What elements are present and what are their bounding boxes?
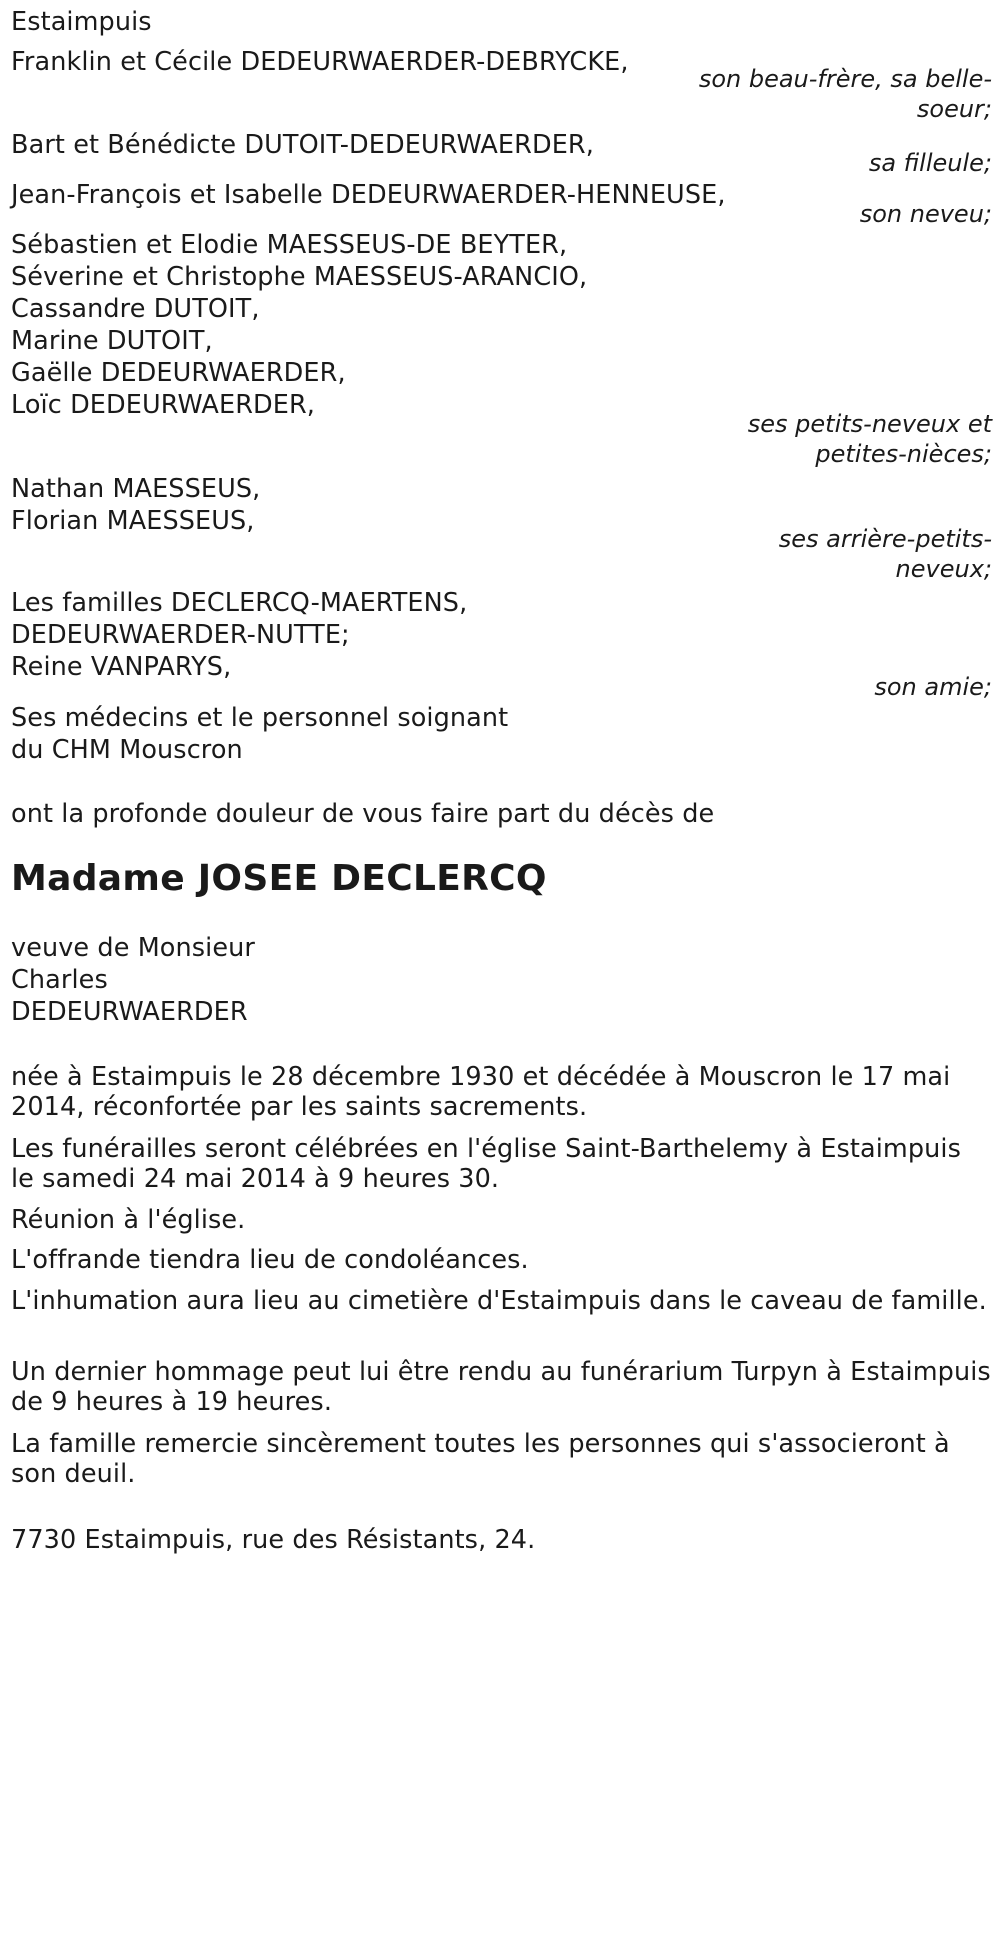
detail-paragraph: La famille remercie sincèrement toutes les personnes qui s'associeront à son deuil. <box>11 1429 950 1489</box>
family-line: Cassandre DUTOIT, <box>11 294 260 324</box>
family-line: Loïc DEDEURWAERDER, <box>11 390 315 420</box>
spouse-line: DEDEURWAERDER <box>11 997 248 1027</box>
spouse-line: Charles <box>11 965 108 995</box>
family-line: Les familles DECLERCQ-MAERTENS, <box>11 588 468 618</box>
spouse-line: veuve de Monsieur <box>11 933 255 963</box>
family-line: Florian MAESSEUS, <box>11 506 255 536</box>
relation-label: ses arrière-petits-neveux; <box>778 525 992 583</box>
family-line: Bart et Bénédicte DUTOIT-DEDEURWAERDER, <box>11 130 594 160</box>
family-line: Sébastien et Elodie MAESSEUS-DE BEYTER, <box>11 230 568 260</box>
family-line: du CHM Mouscron <box>11 735 243 765</box>
detail-paragraph: Un dernier hommage peut lui être rendu au funérarium Turpyn à Estaimpuis de 9 heures à 19 heures. <box>11 1357 991 1417</box>
family-line: Gaëlle DEDEURWAERDER, <box>11 358 346 388</box>
family-line: Franklin et Cécile DEDEURWAERDER-DEBRYCKE, <box>11 47 629 77</box>
relation-label: ses petits-neveux et petites-nièces; <box>747 410 992 468</box>
family-line: Reine VANPARYS, <box>11 652 232 682</box>
relation-label: son neveu; <box>859 200 992 228</box>
family-line: Marine DUTOIT, <box>11 326 213 356</box>
detail-paragraph: née à Estaimpuis le 28 décembre 1930 et décédée à Mouscron le 17 mai 2014, réconfortée par les saints sacrements. <box>11 1062 951 1122</box>
address-line: 7730 Estaimpuis, rue des Résistants, 24. <box>11 1525 536 1555</box>
family-line: Jean-François et Isabelle DEDEURWAERDER-HENNEUSE, <box>11 180 726 210</box>
announcement-text: ont la profonde douleur de vous faire part du décès de <box>11 799 715 829</box>
detail-paragraph: Réunion à l'église. <box>11 1205 246 1235</box>
relation-label: son beau-frère, sa belle-soeur; <box>698 65 992 123</box>
family-line: Séverine et Christophe MAESSEUS-ARANCIO, <box>11 262 588 292</box>
relation-label: sa filleule; <box>868 149 992 177</box>
family-line: Ses médecins et le personnel soignant <box>11 703 509 733</box>
detail-paragraph: L'offrande tiendra lieu de condoléances. <box>11 1245 529 1275</box>
relation-label: son amie; <box>874 673 992 701</box>
detail-paragraph: Les funérailles seront célébrées en l'église Saint-Barthelemy à Estaimpuis le samedi 24 mai 2014 à 9 heures 30. <box>11 1134 961 1194</box>
family-line: Nathan MAESSEUS, <box>11 474 261 504</box>
deceased-name: Madame JOSEE DECLERCQ <box>11 858 547 899</box>
detail-paragraph: L'inhumation aura lieu au cimetière d'Estaimpuis dans le caveau de famille. <box>11 1286 987 1316</box>
place-heading: Estaimpuis <box>11 7 152 37</box>
family-line: DEDEURWAERDER-NUTTE; <box>11 620 350 650</box>
